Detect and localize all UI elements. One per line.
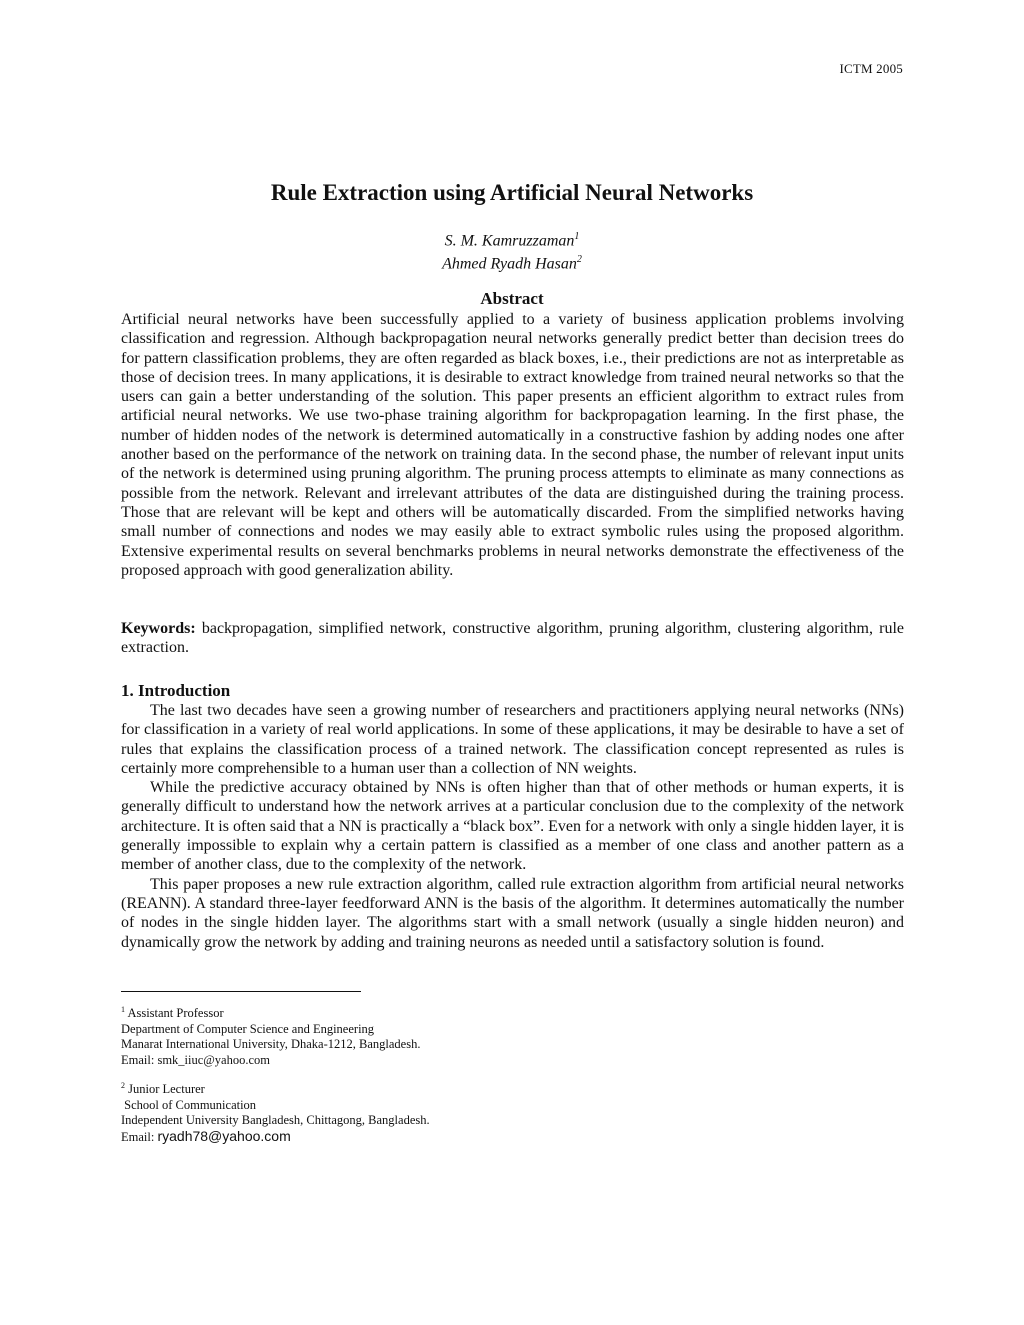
author-2	[0, 250, 1024, 273]
footnote-line: School of Communication	[121, 1097, 257, 1112]
footnote-rule	[121, 991, 361, 992]
footnote-line: Department of Computer Science and Engineering	[121, 1021, 375, 1036]
keywords	[121, 619, 904, 658]
paragraph: This paper proposes a new rule extraction algorithm, called rule extraction algorithm from artificial neural networks (REANN). A standard three-layer feedforward ANN is the basis of the algorithm. It determines automatically the number of nodes in the single hidden layer. The algorithms start with a small network (usually a single hidden neuron) and dynamically grow the network by adding and training neurons as needed until a satisfactory solution is found.	[121, 875, 904, 951]
introduction-body	[121, 701, 904, 952]
running-header: ICTM 2005	[839, 61, 903, 76]
footnote-line: Independent University Bangladesh, Chittagong, Bangladesh.	[121, 1113, 430, 1128]
email-label: Email:	[121, 1129, 155, 1144]
author-name: S. M. Kamruzzaman	[444, 232, 575, 250]
author-list	[0, 227, 1024, 274]
author-1	[0, 227, 1024, 250]
section-heading-introduction: 1. Introduction	[121, 681, 231, 700]
author-footnote-mark: 1	[574, 231, 580, 242]
email-address: ryadh78@yahoo.com	[157, 1127, 291, 1144]
paragraph: The last two decades have seen a growing number of researchers and practitioners applying neural networks (NNs) for classification in a variety of real world applications. In some of these applications, it may be desirable to have a set of rules that explains the classification process of a trained network. The classification concept represented as rules is certainly more comprehensible to a human user than a collection of NN weights.	[121, 702, 904, 777]
keywords-label: Keywords:	[121, 620, 196, 637]
footnote-email: Email: smk_iiuc@yahoo.com	[121, 1052, 270, 1067]
author-name: Ahmed Ryadh Hasan	[442, 255, 577, 273]
keywords-text: backpropagation, simplified network, constructive algorithm, pruning algorithm, clustering algorithm, rule extraction.	[121, 620, 904, 657]
footnote-2	[121, 1078, 621, 1145]
footnote-mark: 2	[121, 1081, 125, 1090]
abstract-heading: Abstract	[480, 289, 544, 308]
footnote-line	[121, 1078, 621, 1098]
footnote-text: Assistant Professor	[127, 1006, 224, 1021]
footnote-text: Junior Lecturer	[128, 1082, 205, 1097]
footnote-line: Manarat International University, Dhaka-1212, Bangladesh.	[121, 1037, 421, 1052]
footnote-email	[121, 1129, 621, 1146]
footnote-mark: 1	[121, 1005, 125, 1014]
paragraph: While the predictive accuracy obtained by NNs is often higher than that of other methods or human experts, it is generally difficult to understand how the network arrives at a particular conclusion due to the complexity of the network architecture. It is often said that a NN is practically a “black box”. Even for a network with only a single hidden layer, it is generally impossible to explain why a certain pattern is classified as a member of one class and another pattern as a member of another class, due to the complexity of the network.	[121, 779, 904, 874]
abstract-body: Artificial neural networks have been successfully applied to a variety of business application problems involving classification and regression. Although backpropagation neural networks generally predict better than decision trees do for pattern classification problems, they are often regarded as black boxes, i.e., their predictions are not as interpretable as those of decision trees. In many applications, it is desirable to extract knowledge from trained neural networks so that the users can gain a better understanding of the solution. This paper presents an efficient algorithm to extract rules from artificial neural networks. We use two-phase training algorithm for backpropagation learning. In the first phase, the number of hidden nodes of the network is determined automatically in a constructive fashion by adding nodes one after another based on the performance of the network on training data. In the second phase, the number of relevant input units of the network is determined using pruning algorithm. The pruning process attempts to eliminate as many connections as possible from the network. Relevant and irrelevant attributes of the data are distinguished during the training process. Those that are relevant will be kept and others will be automatically discarded. From the simplified networks having small number of connections and nodes we may easily able to extract symbolic rules using the proposed algorithm. Extensive experimental results on several benchmarks problems in neural networks demonstrate the effectiveness of the proposed approach with good generalization ability.	[121, 311, 904, 579]
author-footnote-mark: 2	[576, 254, 582, 266]
footnote-line	[121, 1002, 621, 1022]
footnote-1	[121, 1002, 621, 1068]
paper-title: Rule Extraction using Artificial Neural Networks	[270, 180, 754, 205]
